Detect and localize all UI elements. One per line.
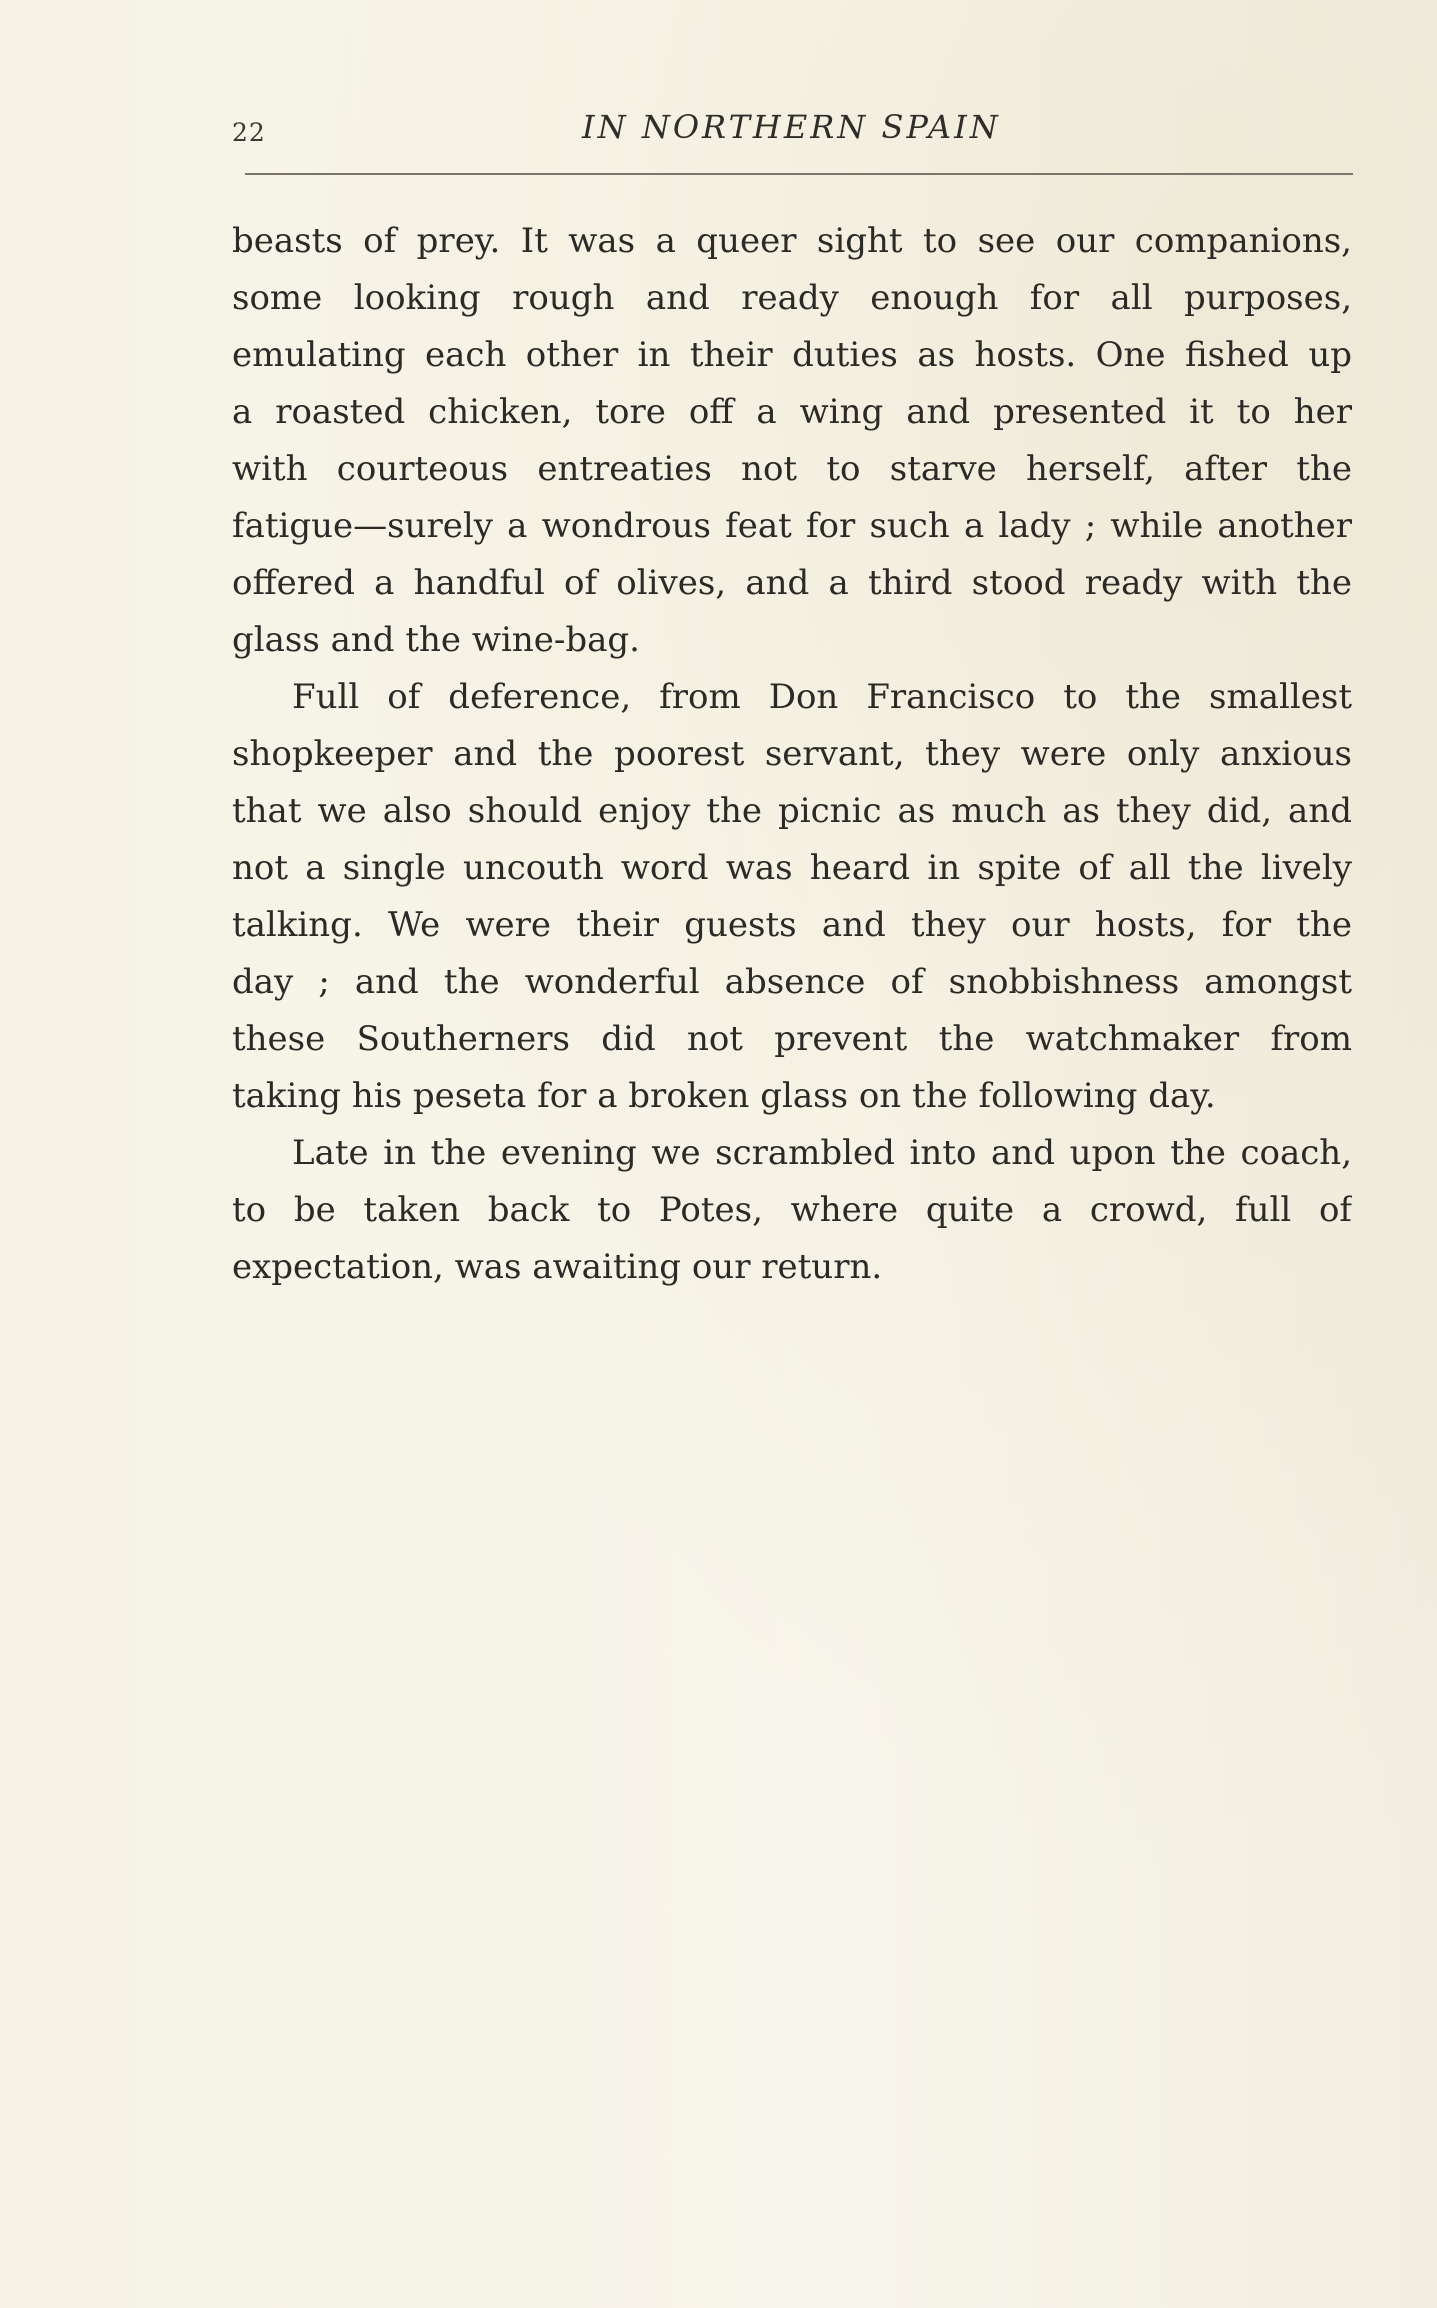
page-number: 22 xyxy=(232,118,266,147)
text-line: a roasted chicken, tore off a wing and presented it to her xyxy=(232,392,1352,432)
text-line: fatigue—surely a wondrous feat for such a lady ; while another xyxy=(232,506,1352,546)
text-line: these Southerners did not prevent the watchmaker from xyxy=(232,1019,1352,1059)
text-line: Full of deference, from Don Francisco to the smallest xyxy=(292,677,1352,717)
text-line: some looking rough and ready enough for all purposes, xyxy=(232,278,1352,318)
paragraph xyxy=(232,213,1352,669)
text-line: Late in the evening we scrambled into and upon the coach, xyxy=(292,1133,1352,1173)
text-line: shopkeeper and the poorest servant, they were only anxious xyxy=(232,734,1352,774)
text-line: talking. We were their guests and they our hosts, for the xyxy=(232,905,1352,945)
running-head xyxy=(232,108,1352,158)
text-line: emulating each other in their duties as hosts. One fished up xyxy=(232,335,1352,375)
body-text xyxy=(232,213,1352,1296)
running-title: IN NORTHERN SPAIN xyxy=(582,108,1001,146)
text-line: glass and the wine-bag. xyxy=(232,620,640,660)
text-line: taking his peseta for a broken glass on the following day. xyxy=(232,1076,1216,1116)
text-line: not a single uncouth word was heard in spite of all the lively xyxy=(232,848,1352,888)
paragraph xyxy=(232,669,1352,1125)
text-line: expectation, was awaiting our return. xyxy=(232,1247,883,1287)
header-rule xyxy=(245,173,1353,175)
text-line: to be taken back to Potes, where quite a crowd, full of xyxy=(232,1190,1352,1230)
text-line: with courteous entreaties not to starve herself, after the xyxy=(232,449,1352,489)
text-line: day ; and the wonderful absence of snobbishness amongst xyxy=(232,962,1352,1002)
text-line: beasts of prey. It was a queer sight to see our companions, xyxy=(232,221,1352,261)
text-line: that we also should enjoy the picnic as much as they did, and xyxy=(232,791,1352,831)
text-line: offered a handful of olives, and a third stood ready with the xyxy=(232,563,1352,603)
paragraph xyxy=(232,1125,1352,1296)
